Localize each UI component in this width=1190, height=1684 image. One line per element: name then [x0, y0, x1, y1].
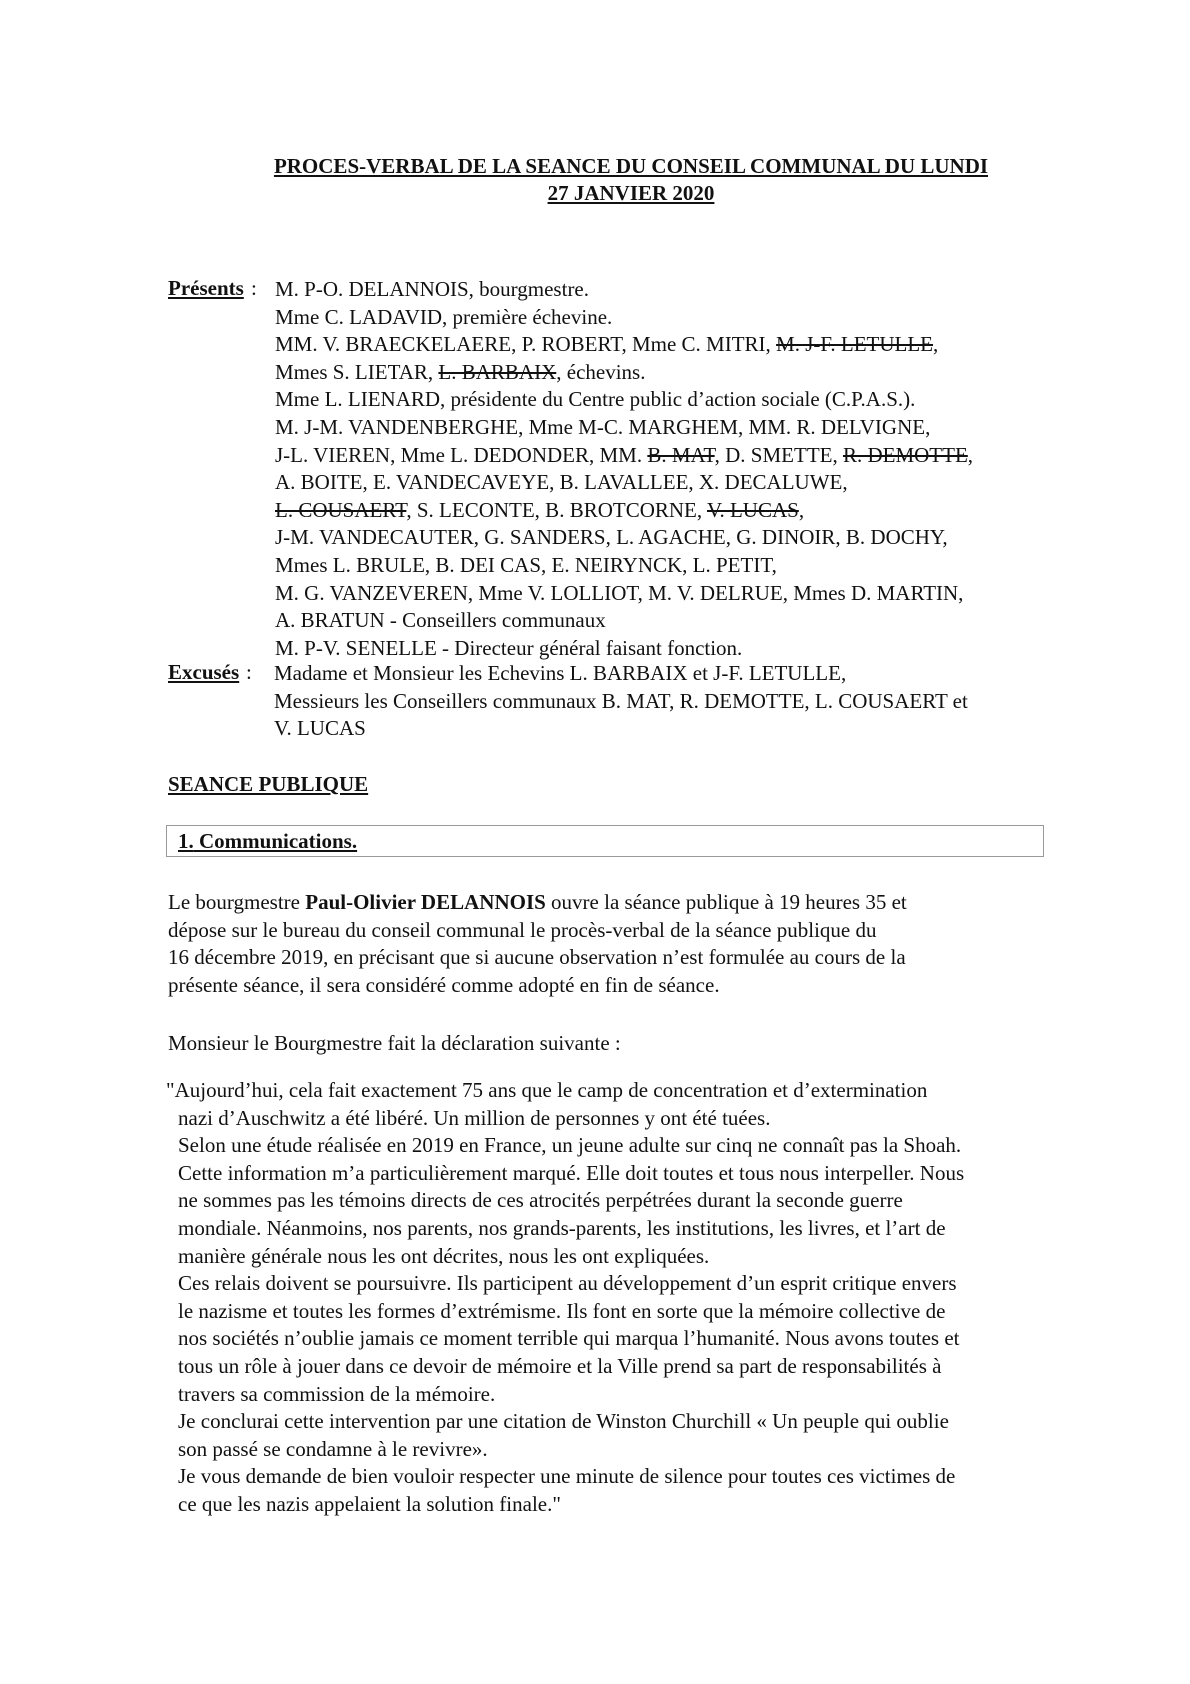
- presents-text: , S. LECONTE, B. BROTCORNE,: [406, 497, 707, 522]
- document-title-line-2: 27 JANVIER 2020: [547, 181, 715, 205]
- paragraph-text: ouvre la séance publique à 19 heures 35 et: [545, 890, 907, 914]
- bourgmestre-name: Paul-Olivier DELANNOIS: [305, 890, 546, 914]
- quote-line: nos sociétés n’oublie jamais ce moment terrible qui marqua l’humanité. Nous avons toutes et: [178, 1326, 960, 1351]
- presents-line: [275, 607, 606, 634]
- presents-text: M. J-M. VANDENBERGHE, Mme M-C. MARGHEM, MM. R. DELVIGNE,: [275, 415, 931, 439]
- presents-line: [275, 331, 938, 358]
- quote-line: Ces relais doivent se poursuivre. Ils participent au développement d’un esprit critique envers: [178, 1271, 957, 1296]
- excuses-colon: :: [246, 660, 252, 684]
- quote-line: Cette information m’a particulièrement marqué. Elle doit toutes et tous nous interpeller. Nous: [178, 1160, 965, 1185]
- presents-text: , D. SMETTE,: [714, 442, 843, 467]
- presents-text: Mme L. LIENARD, présidente du Centre public d’action sociale (C.P.A.S.).: [275, 387, 916, 412]
- quote-line: manière générale nous les ont décrites, nous les ont expliquées.: [178, 1243, 710, 1268]
- presents-line: [275, 359, 645, 386]
- section-heading: SEANCE PUBLIQUE: [168, 772, 369, 796]
- presents-text: A. BOITE, E. VANDECAVEYE, B. LAVALLEE, X. DECALUWE,: [275, 470, 848, 495]
- quote-line: Selon une étude réalisée en 2019 en France, un jeune adulte sur cinq ne connaît pas la Shoah.: [178, 1133, 962, 1158]
- struck-name: B. MAT: [647, 442, 715, 467]
- struck-name: R. DEMOTTE: [842, 442, 968, 467]
- struck-name: L. COUSAERT: [275, 497, 407, 522]
- quote-line: ce que les nazis appelaient la solution finale.": [178, 1492, 561, 1516]
- presents-line: [275, 414, 930, 441]
- item-title-text: Communications.: [199, 829, 358, 853]
- presents-line: [275, 469, 848, 496]
- excuses-label: Excusés: [168, 660, 240, 684]
- paragraph-text: Le bourgmestre: [168, 890, 306, 914]
- struck-name: V. LUCAS: [707, 497, 799, 522]
- presents-text: J-M. VANDECAUTER, G. SANDERS, L. AGACHE, G. DINOIR, B. DOCHY,: [275, 525, 948, 550]
- presents-text: M. G. VANZEVEREN, Mme V. LOLLIOT, M. V. DELRUE, Mmes D. MARTIN,: [275, 580, 964, 605]
- presents-text: A. BRATUN - Conseillers communaux: [275, 608, 606, 633]
- paragraph-line: Monsieur le Bourgmestre fait la déclaration suivante :: [168, 1031, 621, 1055]
- paragraph-line: [168, 889, 907, 917]
- presents-text: MM. V. BRAECKELAERE, P. ROBERT, Mme C. MITRI,: [275, 332, 777, 357]
- quote-line: le nazisme et toutes les formes d’extrémisme. Ils font en sorte que la mémoire collective de: [178, 1298, 946, 1323]
- presents-text: ,: [798, 497, 805, 522]
- quote-line: ne sommes pas les témoins directs de ces atrocités perpétrées durant la seconde guerre: [178, 1188, 903, 1213]
- quote-line: Je vous demande de bien vouloir respecter une minute de silence pour toutes ces victimes de: [178, 1464, 956, 1489]
- struck-name: M. J-F. LETULLE: [776, 332, 934, 357]
- struck-name: L. BARBAIX: [438, 359, 557, 384]
- presents-text: Mme C. LADAVID, première échevine.: [275, 304, 613, 329]
- document-title-line-1: PROCES-VERBAL DE LA SEANCE DU CONSEIL COMMUNAL DU LUNDI: [273, 154, 989, 178]
- quote-line: nazi d’Auschwitz a été libéré. Un million de personnes y ont été tuées.: [178, 1105, 771, 1130]
- excuses-line: V. LUCAS: [274, 716, 366, 740]
- presents-line: [275, 304, 612, 331]
- quote-line: mondiale. Néanmoins, nos parents, nos grands-parents, les institutions, les livres, et l’art de: [178, 1216, 946, 1240]
- presents-line: [275, 580, 963, 607]
- paragraph-line: présente séance, il sera considéré comme adopté en fin de séance.: [168, 973, 720, 997]
- paragraph-line: dépose sur le bureau du conseil communal le procès-verbal de la séance publique du: [168, 918, 877, 942]
- presents-line: [275, 524, 948, 551]
- excuses-line: Messieurs les Conseillers communaux B. MAT, R. DEMOTTE, L. COUSAERT et: [274, 689, 968, 713]
- presents-text: , échevins.: [556, 359, 646, 384]
- presents-text: Mmes L. BRULE, B. DEI CAS, E. NEIRYNCK, L. PETIT,: [275, 553, 777, 577]
- presents-line: [275, 442, 973, 469]
- presents-line: [275, 276, 589, 303]
- presents-text: ,: [933, 332, 939, 357]
- presents-text: Mmes S. LIETAR,: [275, 359, 439, 384]
- excuses-line: Madame et Monsieur les Echevins L. BARBAIX et J-F. LETULLE,: [274, 661, 847, 685]
- presents-line: [275, 386, 915, 413]
- paragraph-line: 16 décembre 2019, en précisant que si aucune observation n’est formulée au cours de la: [168, 945, 906, 969]
- presents-text: J-L. VIEREN, Mme L. DEDONDER, MM.: [275, 442, 648, 467]
- quote-line: travers sa commission de la mémoire.: [178, 1381, 496, 1406]
- presents-line: [275, 497, 804, 524]
- item-title: [178, 826, 357, 856]
- quote-line: son passé se condamne à le revivre».: [178, 1436, 488, 1461]
- presents-line: [275, 552, 777, 579]
- presents-line: [275, 635, 742, 662]
- presents-text: M. P-O. DELANNOIS, bourgmestre.: [275, 277, 590, 301]
- presents-text: M. P-V. SENELLE - Directeur général faisant fonction.: [275, 635, 743, 660]
- quote-line: "Aujourd’hui, cela fait exactement 75 ans que le camp de concentration et d’extermination: [166, 1078, 928, 1102]
- quote-line: Je conclurai cette intervention par une citation de Winston Churchill « Un peuple qui oublie: [178, 1409, 949, 1434]
- item-number: 1.: [178, 829, 194, 853]
- presents-colon: :: [251, 276, 257, 300]
- presents-text: ,: [967, 442, 974, 467]
- presents-label: Présents: [168, 276, 244, 300]
- quote-line: tous un rôle à jouer dans ce devoir de mémoire et la Ville prend sa part de responsabilités à: [178, 1354, 942, 1378]
